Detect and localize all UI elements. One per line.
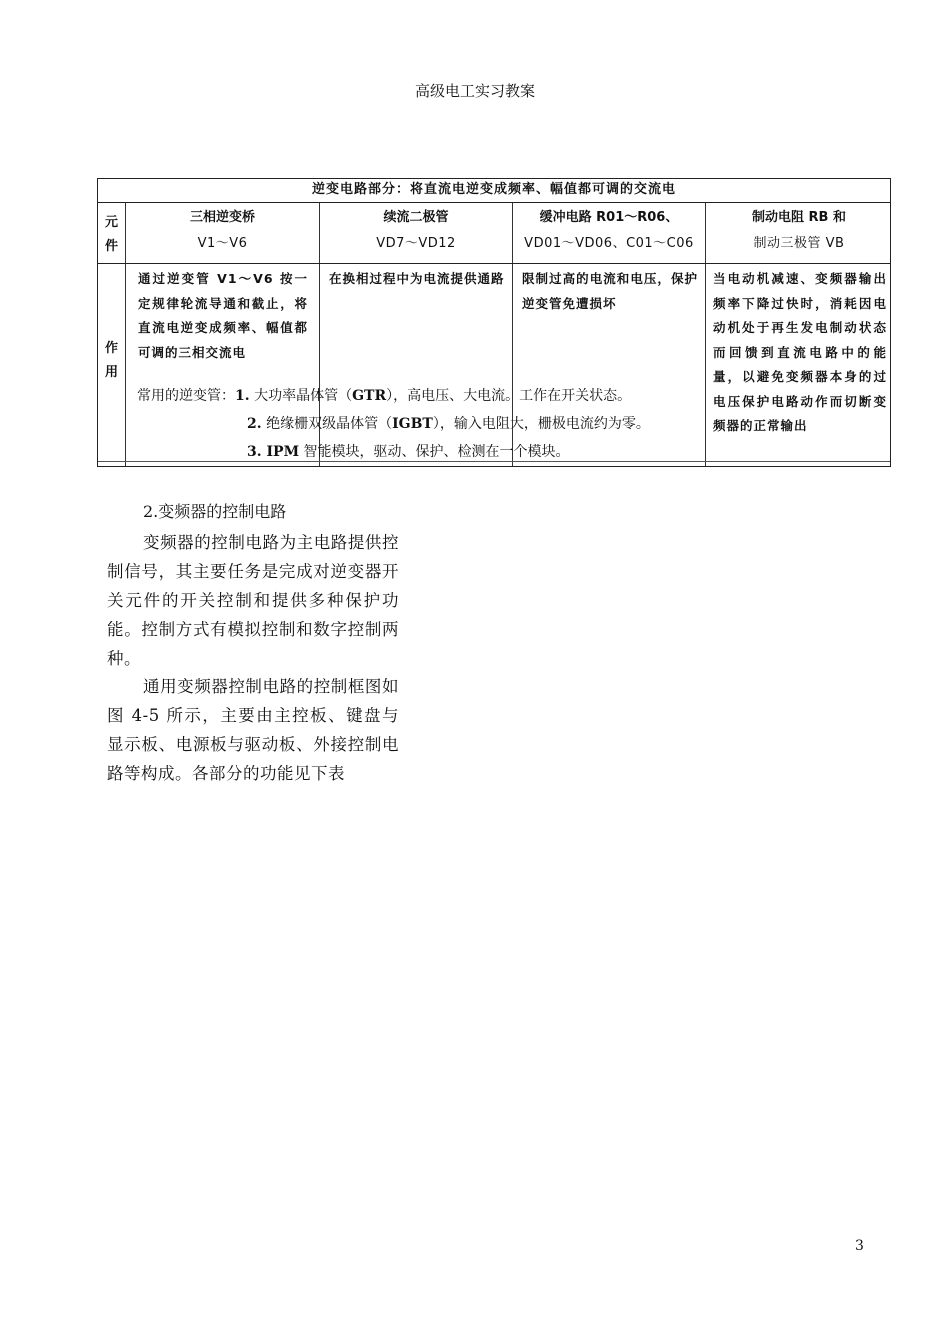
column-header-braking-resistor: 制动电阻 RB 和 制动三极管 VB: [752, 210, 846, 251]
column-header-inverter-bridge: 三相逆变桥 V1～V6: [189, 210, 255, 251]
section-heading: 2.变频器的控制电路: [143, 502, 287, 521]
paragraph: 变频器的控制电路为主电路提供控制信号，其主要任务是完成对逆变器开关元件的开关控制和提供多种保护功能。控制方式有模拟控制和数字控制两种。: [107, 533, 399, 668]
function-cell-freewheel-diode: 在换相过程中为电流提供通路: [329, 271, 505, 286]
inverter-note-line-2: 2. 绝缘栅双级晶体管（IGBT），输入电阻大，栅极电流约为零。: [247, 416, 650, 432]
page-number: 3: [855, 1238, 864, 1254]
function-cell-inverter-bridge: 通过逆变管 V1～V6 按一定规律轮流导通和截止，将直流电逆变成频率、幅值都可调的三相交流电: [138, 271, 308, 360]
paragraph: 通用变频器控制电路的控制框图如图 4-5 所示，主要由主控板、键盘与显示板、电源板与驱动板、外接控制电路等构成。各部分的功能见下表: [107, 677, 399, 783]
table-caption: 逆变电路部分：将直流电逆变成频率、幅值都可调的交流电: [98, 179, 890, 203]
column-header-freewheel-diode: 续流二极管 VD7～VD12: [376, 210, 456, 251]
row-header-component: 元 件: [104, 215, 118, 254]
inverter-note-line-1: 常用的逆变管：1. 大功率晶体管（GTR），高电压、大电流。工作在开关状态。: [137, 388, 632, 404]
function-cell-snubber-circuit: 限制过高的电流和电压，保护逆变管免遭损坏: [522, 271, 698, 311]
inverter-note-line-3: 3. IPM 智能模块，驱动、保护、检测在一个模块。: [247, 444, 570, 460]
column-header-snubber-circuit: 缓冲电路 R01～R06、 VD01～VD06、C01～C06: [524, 210, 694, 251]
function-cell-braking-resistor: 当电动机减速、变频器输出频率下降过快时，消耗因电动机处于再生发电制动状态而回馈到直流电路中的能量，以避免变频器本身的过电压保护电路动作而切断变频器的正常输出: [713, 271, 887, 433]
row-header-function: 作 用: [104, 341, 118, 380]
page-header-title: 高级电工实习教案: [414, 82, 535, 100]
row-divider: [98, 263, 890, 264]
